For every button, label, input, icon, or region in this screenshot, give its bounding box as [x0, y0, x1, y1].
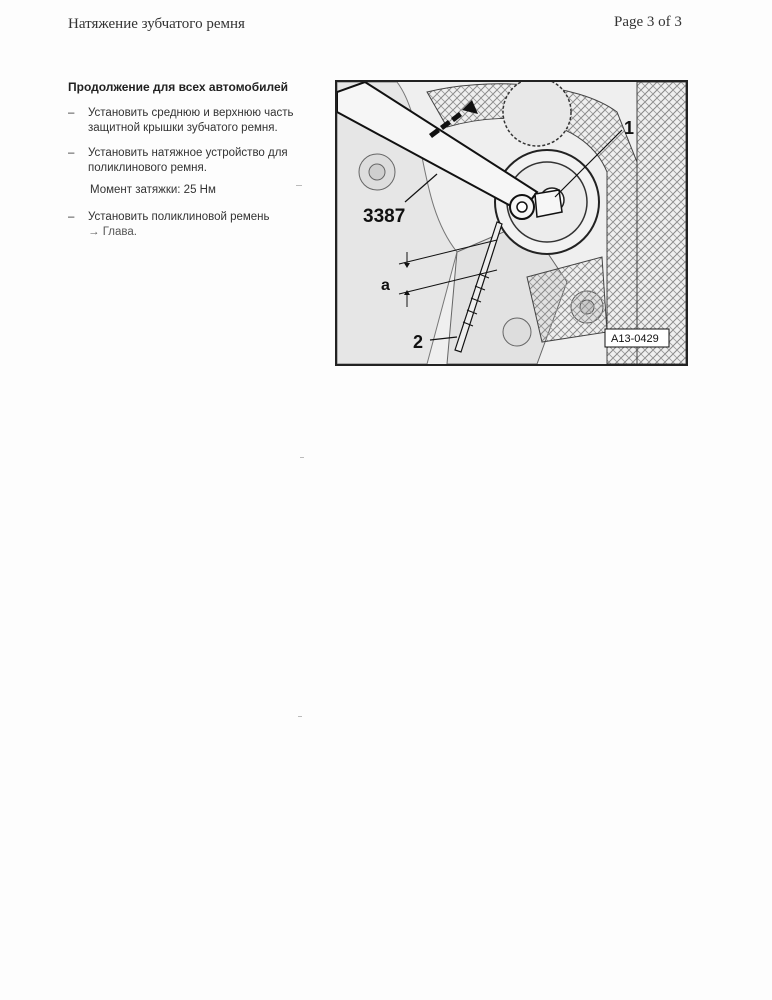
dimension-label-a: a — [381, 277, 390, 294]
step-bullet: – — [68, 211, 75, 223]
scan-speck — [296, 185, 302, 186]
step-bullet: – — [68, 147, 75, 159]
step-text-line: Установить поликлиновой ремень — [88, 211, 270, 223]
step-bullet: – — [68, 107, 75, 119]
scan-speck — [298, 716, 302, 717]
step-text-line: Установить среднюю и верхнюю часть — [88, 107, 294, 119]
document-title: Натяжение зубчатого ремня — [68, 16, 245, 32]
step-text-line: Установить натяжное устройство для — [88, 147, 288, 159]
section-heading: Продолжение для всех автомобилей — [68, 80, 289, 94]
step-item-1 — [68, 106, 294, 136]
callout-2: 2 — [413, 332, 424, 352]
callout-1: 1 — [624, 118, 635, 138]
step-item-3 — [68, 210, 270, 240]
chapter-link[interactable]: → Глава. — [88, 226, 137, 238]
figure-reference-code: A13-0429 — [611, 333, 659, 345]
tool-label-3387: 3387 — [363, 206, 406, 227]
torque-spec: Момент затяжки: 25 Нм — [90, 184, 216, 196]
step-text-line: поликлинового ремня. — [88, 162, 207, 174]
illustration-drawing — [337, 82, 686, 364]
page-number: Page 3 of 3 — [614, 14, 682, 30]
step-item-2 — [68, 146, 288, 176]
technical-illustration — [335, 80, 688, 366]
step-text-line: защитной крышки зубчатого ремня. — [88, 122, 278, 134]
scan-speck — [300, 457, 304, 458]
